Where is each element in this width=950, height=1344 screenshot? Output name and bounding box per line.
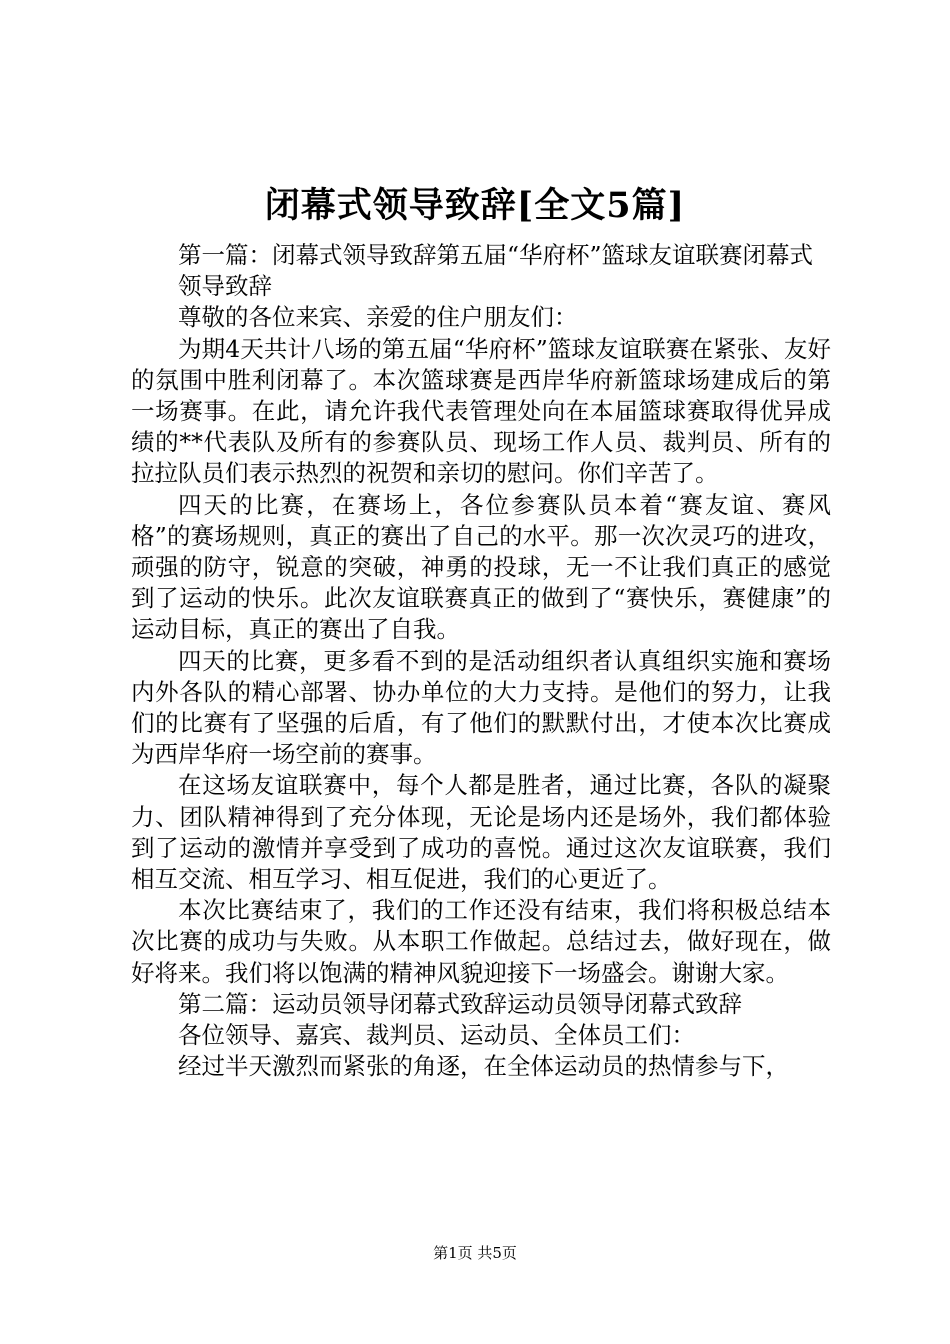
paragraph: 经过半天激烈而紧张的角逐，在全体运动员的热情参与下， <box>178 1052 789 1081</box>
paragraph: 领导致辞 <box>178 272 272 301</box>
document-title: 闭幕式领导致辞[全文5篇] <box>264 185 686 226</box>
paragraph: 第一篇：闭幕式领导致辞第五届“华府杯”篮球友谊联赛闭幕式 <box>178 241 814 269</box>
paragraph: 第二篇：运动员领导闭幕式致辞运动员领导闭幕式致辞 <box>178 989 742 1018</box>
paragraph: 尊敬的各位来宾、亲爱的住户朋友们： <box>178 303 578 332</box>
paragraph: 四天的比赛，在赛场上，各位参赛队员本着“赛友谊、赛风格”的赛场规则，真正的赛出了自己的水平。那一次次灵巧的进攻，顽强的防守，锐意的突破，神勇的投球，无一不让我们真正的感觉到了运动的快乐。此次友谊联赛真正的做到了“赛快乐，赛健康”的运动目标，真正的赛出了自我。 <box>131 490 831 644</box>
paragraph: 为期4天共计八场的第五届“华府杯”篮球友谊联赛在紧张、友好的氛围中胜利闭幕了。本次篮球赛是西岸华府新篮球场建成后的第一场赛事。在此，请允许我代表管理处向在本届篮球赛取得优异成绩的**代表队及所有的参赛队员、现场工作人员、裁判员、所有的拉拉队员们表示热烈的祝贺和亲切的慰问。你们辛苦了。 <box>131 334 831 488</box>
paragraph: 本次比赛结束了，我们的工作还没有结束，我们将积极总结本次比赛的成功与失败。从本职工作做起。总结过去，做好现在，做好将来。我们将以饱满的精神风貌迎接下一场盛会。谢谢大家。 <box>131 896 831 987</box>
document-body <box>131 240 831 1082</box>
paragraph: 在这场友谊联赛中，每个人都是胜者，通过比赛，各队的凝聚力、团队精神得到了充分体现，无论是场内还是场外，我们都体验到了运动的激情并享受到了成功的喜悦。通过这次友谊联赛，我们相互交流、相互学习、相互促进，我们的心更近了。 <box>131 771 831 894</box>
page-footer: 第1页 共5页 <box>433 1244 517 1262</box>
paragraph: 四天的比赛，更多看不到的是活动组织者认真组织实施和赛场内外各队的精心部署、协办单位的大力支持。是他们的努力，让我们的比赛有了坚强的后盾，有了他们的默默付出，才使本次比赛成为西岸华府一场空前的赛事。 <box>131 646 831 769</box>
paragraph: 各位领导、嘉宾、裁判员、运动员、全体员工们： <box>178 1021 695 1050</box>
